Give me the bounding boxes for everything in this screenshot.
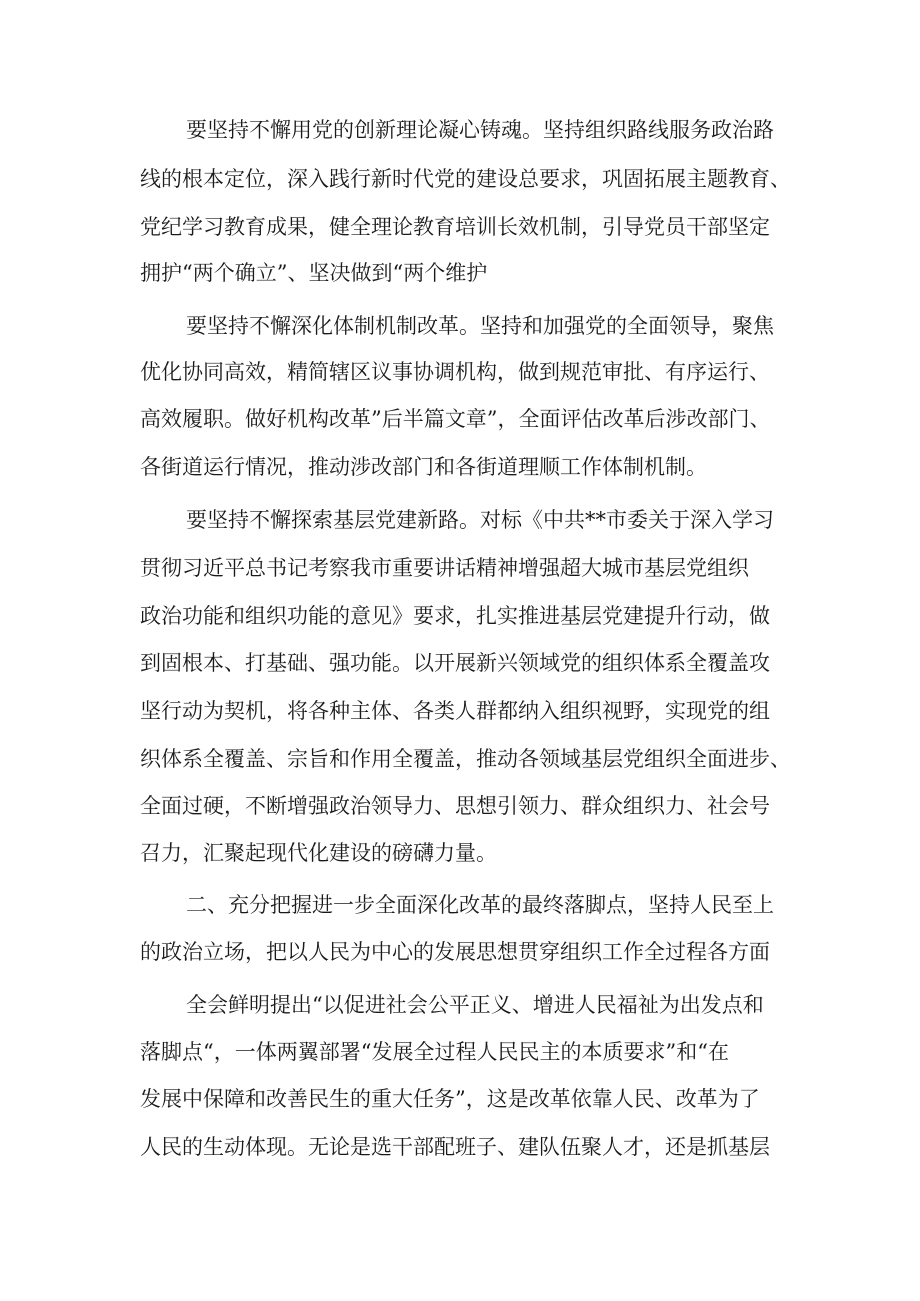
- paragraph-3-line-8: 召力，汇聚起现代化建设的磅礴力量。: [140, 841, 497, 865]
- paragraph-3-line-1: 要坚持不懈探索基层党建新路。对标《中共**市委关于深入学习: [186, 508, 774, 532]
- paragraph-2-line-4: 各街道运行情况，推动涉改部门和各街道理顺工作体制机制。: [140, 455, 707, 479]
- paragraph-1-line-2: 线的根本定位，深入践行新时代党的建设总要求，巩固拓展主题教育、: [140, 167, 791, 191]
- paragraph-5-line-3: 发展中保障和改善民生的重大任务”，这是改革依靠人民、改革为了: [140, 1087, 760, 1111]
- paragraph-3-line-6: 织体系全覆盖、宗旨和作用全覆盖，推动各领域基层党组织全面进步、: [140, 747, 791, 771]
- paragraph-3-line-4: 到固根本、打基础、强功能。以开展新兴领域党的组织体系全覆盖攻: [140, 651, 770, 675]
- paragraph-1-line-3: 党纪学习教育成果，健全理论教育培训长效机制，引导党员干部坚定: [140, 215, 770, 239]
- paragraph-5-line-1: 全会鲜明提出“以促进社会公平正义、增进人民福祉为出发点和: [186, 993, 764, 1017]
- paragraph-2-line-2: 优化协同高效，精简辖区议事协调机构，做到规范审批、有序运行、: [140, 360, 770, 384]
- paragraph-3-line-3: 政治功能和组织功能的意见》要求，扎实推进基层党建提升行动，做: [140, 604, 770, 628]
- paragraph-5-line-2: 落脚点“，一体两翼部署“发展全过程人民民主的本质要求”和“在: [140, 1040, 729, 1064]
- paragraph-2-line-1: 要坚持不懈深化体制机制改革。坚持和加强党的全面领导，聚焦: [186, 314, 774, 338]
- paragraph-3-line-5: 坚行动为契机，将各种主体、各类人群都纳入组织视野，实现党的组: [140, 699, 770, 723]
- section-2-heading-line-1: 二、充分把握进一步全面深化改革的最终落脚点，坚持人民至上: [186, 893, 774, 917]
- paragraph-5-line-4: 人民的生动体现。无论是选干部配班子、建队伍聚人才，还是抓基层: [140, 1135, 770, 1159]
- section-2-heading-line-2: 的政治立场，把以人民为中心的发展思想贯穿组织工作全过程各方面: [140, 940, 770, 964]
- paragraph-1-line-4: 拥护“两个确立”、坚决做到“两个维护: [140, 261, 488, 285]
- paragraph-2-line-3: 高效履职。做好机构改革”后半篇文章”，全面评估改革后涉改部门、: [140, 407, 771, 431]
- paragraph-1-line-1: 要坚持不懈用党的创新理论凝心铸魂。坚持组织路线服务政治路: [186, 118, 774, 142]
- paragraph-3-line-2: 贯彻习近平总书记考察我市重要讲话精神增强超大城市基层党组织: [140, 556, 749, 580]
- paragraph-3-line-7: 全面过硬，不断增强政治领导力、思想引领力、群众组织力、社会号: [140, 794, 770, 818]
